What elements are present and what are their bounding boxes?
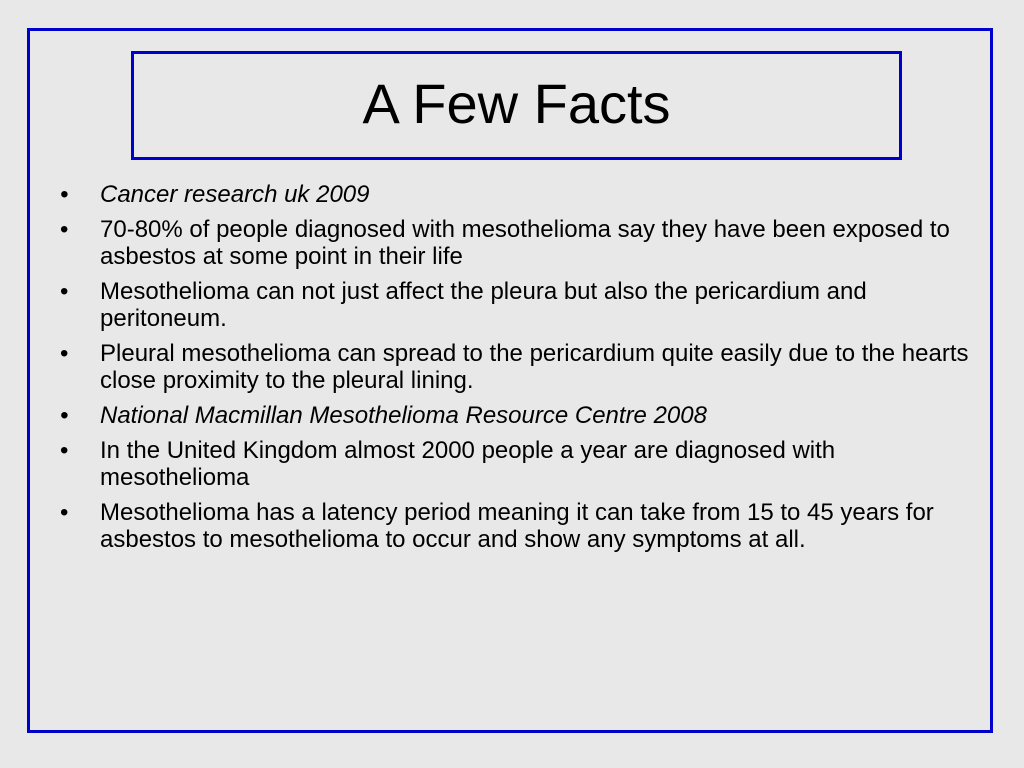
bullet-text: Cancer research uk 2009 (100, 181, 370, 208)
bullet-icon: • (60, 278, 69, 305)
bullet-icon: • (60, 499, 69, 526)
bullet-icon: • (60, 216, 69, 243)
bullet-item (60, 340, 970, 394)
slide-title: A Few Facts (362, 71, 671, 135)
bullet-list (60, 181, 970, 561)
bullet-text: Mesothelioma can not just affect the pleura but also the pericardium and peritoneum. (100, 278, 867, 332)
bullet-icon: • (60, 340, 69, 367)
bullet-item (60, 216, 970, 270)
bullet-item (60, 437, 970, 491)
bullet-text: National Macmillan Mesothelioma Resource Centre 2008 (100, 402, 707, 429)
bullet-icon: • (60, 402, 69, 429)
bullet-icon: • (60, 181, 69, 208)
bullet-icon: • (60, 437, 69, 464)
title-box (131, 51, 902, 160)
bullet-item (60, 278, 970, 332)
bullet-text: 70-80% of people diagnosed with mesothelioma say they have been exposed to asbestos at some point in their life (100, 216, 950, 270)
bullet-item (60, 499, 970, 553)
bullet-text: In the United Kingdom almost 2000 people a year are diagnosed with mesothelioma (100, 437, 836, 491)
bullet-text: Mesothelioma has a latency period meaning it can take from 15 to 45 years for asbestos to mesothelioma to occur and show any symptoms at all. (100, 499, 934, 553)
bullet-item (60, 181, 970, 208)
bullet-item (60, 402, 970, 429)
bullet-text: Pleural mesothelioma can spread to the pericardium quite easily due to the hearts close proximity to the pleural lining. (100, 340, 969, 394)
